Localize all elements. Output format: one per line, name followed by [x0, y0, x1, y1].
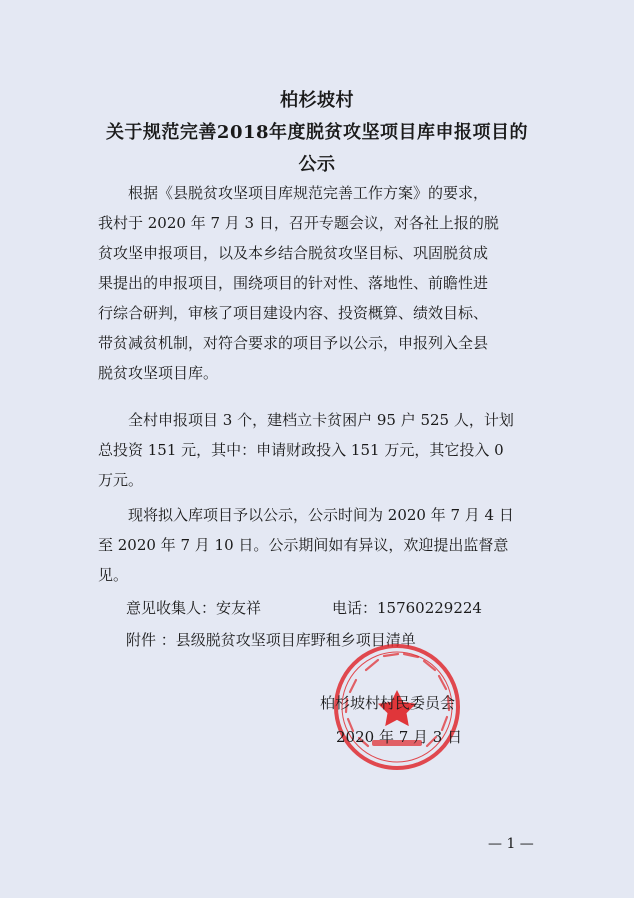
paragraph-line: 脱贫攻坚项目库。: [98, 364, 219, 382]
signature-date: 2020 年 7 月 3 日: [336, 728, 463, 746]
paragraph-line: 带贫减贫机制，对符合要求的项目予以公示，申报列入全县: [98, 334, 489, 352]
paragraph-line: 行综合研判，审核了项目建设内容、投资概算、绩效目标、: [98, 304, 489, 322]
document-title-village: 柏杉坡村: [280, 90, 354, 111]
contact-line: [126, 593, 482, 623]
paragraph-line: 我村于 2020 年 7 月 3 日，召开专题会议，对各社上报的脱: [98, 214, 499, 232]
contact-phone: 电话：15760229224: [332, 599, 482, 617]
paragraph-notice-period: [98, 500, 546, 590]
paragraph-line: 全村申报项目 3 个，建档立卡贫困户 95 户 525 人，计划: [98, 411, 514, 429]
paragraph-line: 至 2020 年 7 月 10 日。公示期间如有异议，欢迎提出监督意: [98, 536, 509, 554]
paragraph-line: 总投资 151 元，其中：申请财政投入 151 万元，其它投入 0: [98, 441, 504, 459]
paragraph-line: 果提出的申报项目，围绕项目的针对性、落地性、前瞻性进: [98, 274, 489, 292]
paragraph-basis: [98, 178, 546, 388]
paragraph-line: 根据《县脱贫攻坚项目库规范完善工作方案》的要求，: [98, 184, 489, 202]
paragraph-line: 见。: [98, 566, 129, 584]
signature-organization: 柏杉坡村村民委员会: [320, 694, 456, 712]
paragraph-line: 现将拟入库项目予以公示，公示时间为 2020 年 7 月 4 日: [98, 506, 514, 524]
contact-person: 意见收集人：安友祥: [126, 599, 262, 617]
document-title-main: 关于规范完善2018年度脱贫攻坚项目库申报项目的: [105, 122, 529, 143]
paragraph-line: 贫攻坚申报项目，以及本乡结合脱贫攻坚目标、巩固脱贫成: [98, 244, 489, 262]
document-title-suffix: 公示: [298, 154, 336, 175]
page-number: — 1 —: [488, 836, 534, 852]
paragraph-line: 万元。: [98, 471, 144, 489]
paragraph-summary: [98, 405, 546, 495]
attachment-line: 附件 ：县级脱贫攻坚项目库野租乡项目清单: [126, 631, 416, 649]
